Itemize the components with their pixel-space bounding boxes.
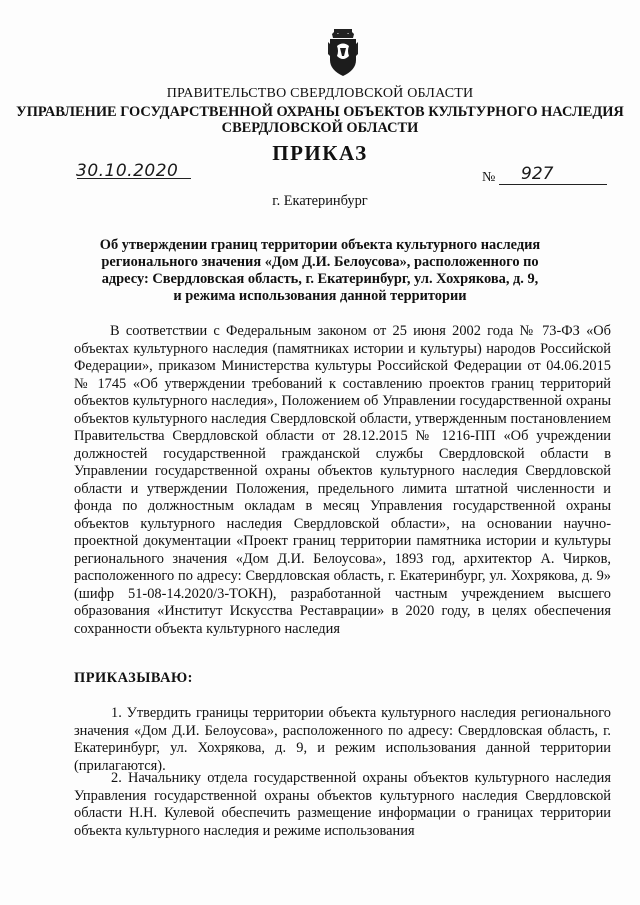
number-underline — [499, 184, 607, 185]
order-item-2: 2. Начальнику отдела государственной охраны объектов культурного наследия Управления государственной охраны объектов культурного наследия Свердловской области Н.Н. Кулевой обеспечить размещение информации о границах территории объекта культурного наследия и режиме использования — [74, 770, 611, 839]
number-sign: № — [482, 170, 496, 185]
order-title: Об утверждении границ территории объекта культурного наследия регионального значения «Дом Д.И. Белоусова», расположенного по адресу: Свердловская область, г. Екатеринбург, ул. Хохрякова, д. 9, и режима использования данной территории — [99, 237, 541, 304]
department-name — [0, 104, 640, 136]
document-type: ПРИКАЗ — [272, 141, 368, 165]
department-line-1: УПРАВЛЕНИЕ ГОСУДАРСТВЕННОЙ ОХРАНЫ ОБЪЕКТОВ КУЛЬТУРНОГО НАСЛЕДИЯ — [16, 104, 624, 120]
coat-of-arms-icon — [326, 26, 360, 78]
order-date: 30.10.2020 — [76, 161, 179, 181]
order-heading: ПРИКАЗЫВАЮ: — [74, 670, 193, 686]
city: г. Екатеринбург — [272, 193, 368, 209]
date-underline — [77, 178, 191, 179]
order-number: 927 — [521, 164, 554, 184]
department-line-2: СВЕРДЛОВСКОЙ ОБЛАСТИ — [221, 120, 419, 136]
preamble-paragraph: В соответствии с Федеральным законом от 25 июня 2002 года № 73-ФЗ «Об объектах культурного наследия (памятниках истории и культуры) народов Российской Федерации», приказом Министерства культуры Российской Федерации от 04.06.2015 № 1745 «Об утверждении требований к составлению проектов границ территорий объектов культурного наследия», Положением об Управлении государственной охраны объектов культурного наследия Свердловской области, утвержденным постановлением Правительства Свердловской области от 28.12.2015 № 1216-ПП «Об учреждении должностей государственной гражданской службы Свердловской области в Управлении государственной охраны объектов культурного наследия Свердловской области и утверждении Положения, предельного лимита штатной численности и фонда по должностным окладам в месяц Управления государственной охраны объектов культурного наследия Свердловской области», на основании научно-проектной документации «Проект границ территории памятника истории и культуры регионального значения «Дом Д.И. Белоусова», 1893 год, архитектор А. Чирков, расположенного по адресу: Свердловская область, г. Екатеринбург, ул. Хохрякова, д. 9» (шифр 51-08-14.2020/3-ТОКН), разработанной частным учреждением высшего образования «Институт Искусства Реставрации» в 2020 году, в целях обеспечения сохранности объекта культурного наследия — [74, 323, 611, 637]
order-item-1: 1. Утвердить границы территории объекта культурного наследия регионального значения «Дом Д.И. Белоусова», расположенного по адресу: Свердловская область, г. Екатеринбург, ул. Хохрякова, д. 9, и режим использования данной территории (прилагаются). — [74, 705, 611, 774]
government-name: ПРАВИТЕЛЬСТВО СВЕРДЛОВСКОЙ ОБЛАСТИ — [166, 86, 474, 101]
